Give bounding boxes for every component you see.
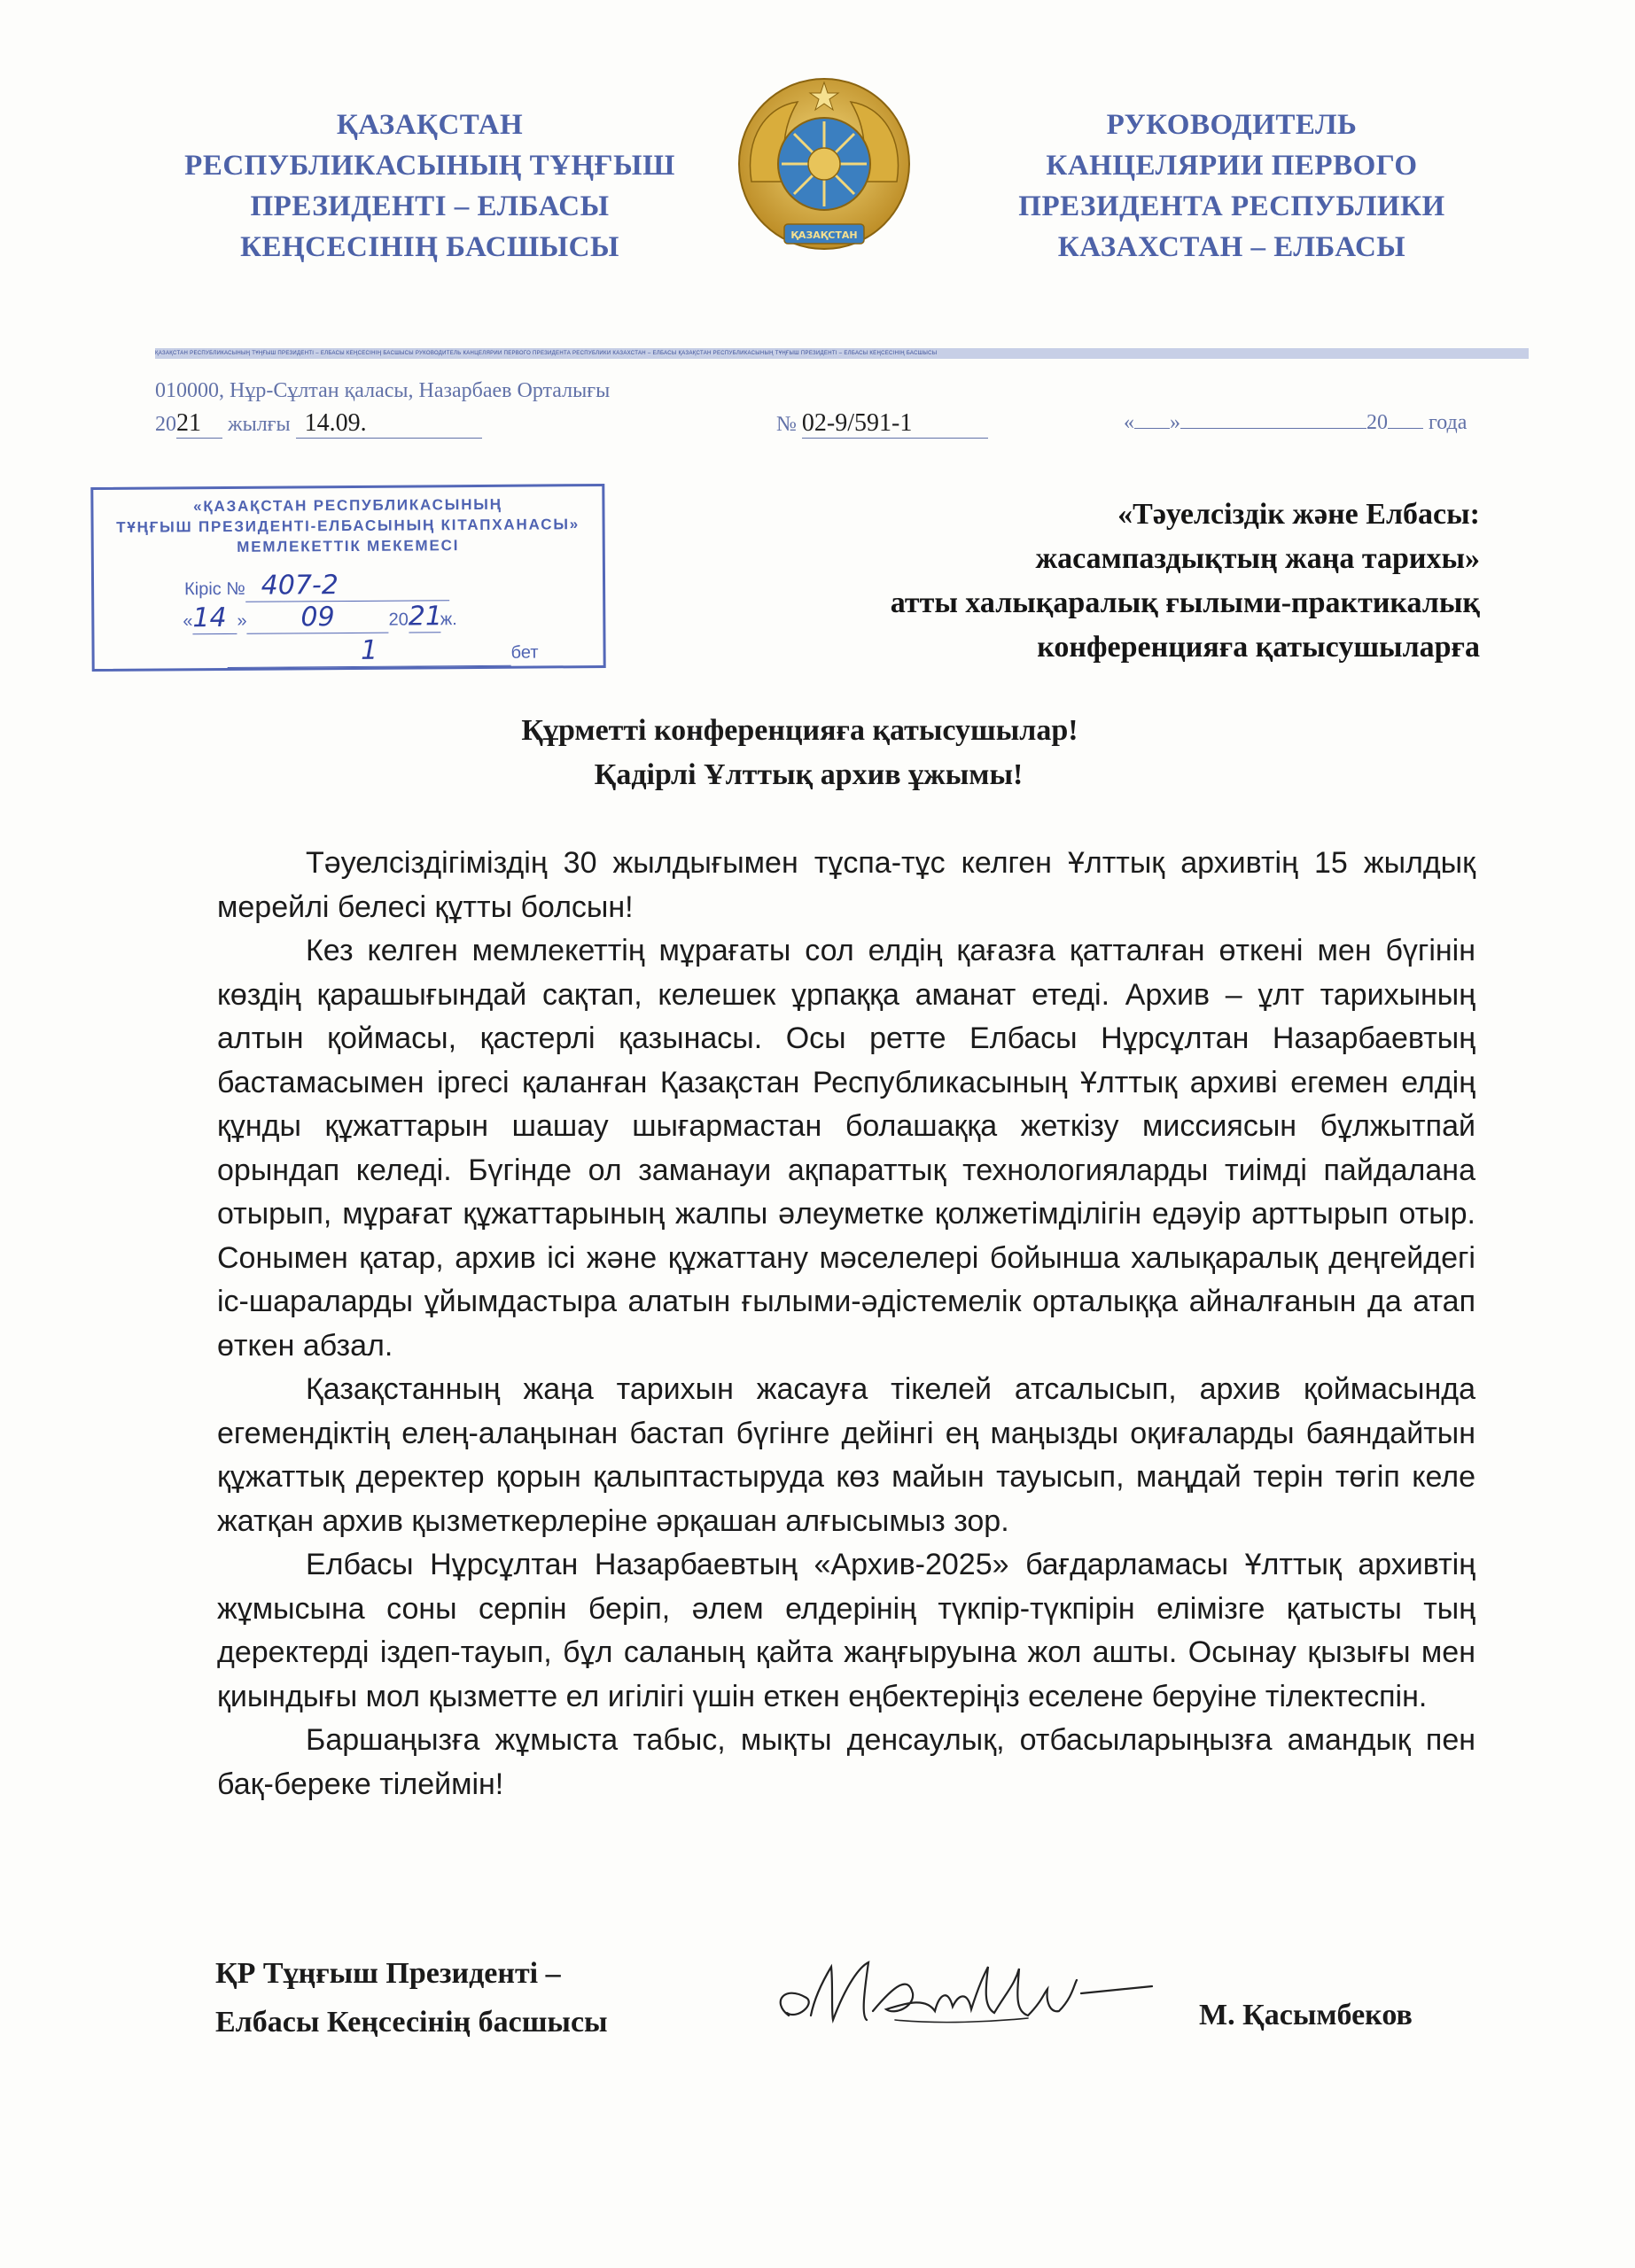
sender-title-russian	[984, 105, 1480, 268]
incoming-stamp	[90, 484, 605, 672]
addressee-line: атты халықаралық ғылыми-практикалық	[890, 586, 1480, 619]
stamp-date: «14 » 09 2021ж.	[183, 601, 457, 634]
sender-title-line: РУКОВОДИТЕЛЬ	[1106, 109, 1358, 141]
paragraph: Елбасы Нұрсұлтан Назарбаевтың «Архив-2025» бағдарламасы Ұлттық архивтің жұмысына соны серпін беріп, әлем елдерінің түкпір-түкпірін елімізге қатысты тың деректерді іздеп-тауып, бұл саланың қайта жаңғыруына жол ашты. Осынау қызығы мен қиындығы мол қызметте ел игілігі үшін еткен еңбектеріңіз еселене беруіне тілектеспін.	[217, 1548, 1475, 1713]
sender-title-line: ҚАЗАҚСТАН	[336, 109, 524, 141]
russian-date-line	[1124, 411, 1467, 435]
sender-title-line: КАНЦЕЛЯРИИ ПЕРВОГО	[1046, 150, 1418, 182]
sender-title-line: КЕҢСЕСІНІҢ БАСШЫСЫ	[240, 231, 619, 263]
stamp-month: 09	[300, 602, 335, 633]
ru-date-open-quote: «	[1124, 411, 1134, 434]
signatory-name: М. Қасымбеков	[1199, 1999, 1413, 2031]
stamp-incoming-label: Кіріс №	[184, 579, 245, 600]
number-value: 02-9/591-1	[801, 409, 913, 437]
stamp-line: «ҚАЗАҚСТАН РЕСПУБЛИКАСЫНЫҢ	[193, 495, 502, 516]
letterhead-rule	[155, 347, 1529, 360]
emblem-ribbon-text: ҚАЗАҚСТАН	[790, 229, 858, 241]
ru-date-close-quote: »	[1170, 411, 1180, 434]
stamp-incoming-number	[184, 569, 449, 602]
sender-title-line: РЕСПУБЛИКАСЫНЫҢ ТҰҢҒЫШ	[184, 150, 675, 182]
outgoing-number	[776, 409, 988, 439]
signatory-title-line: ҚР Тұңғыш Президенті –	[215, 1957, 561, 1990]
addressee-line: конференцияға қатысушыларға	[1037, 631, 1480, 664]
greeting-line: Қадірлі Ұлттық архив ұжымы!	[594, 758, 1024, 791]
signatory-title-line: Елбасы Кеңсесінің басшысы	[215, 2006, 608, 2039]
paragraph: Тәуелсіздігіміздің 30 жылдығымен тұспа-тұс келген Ұлттық архивтің 15 жылдық мерейлі белесі құтты болсын!	[217, 846, 1475, 924]
date-day-month: 14.09.	[304, 409, 367, 437]
letter-body	[217, 842, 1475, 1806]
stamp-day: 14	[192, 602, 227, 634]
stamp-year-suffix: ж.	[440, 610, 457, 630]
paragraph: Баршаңызға жұмыста табыс, мықты денсаулық, отбасыларыңызға амандық пен бақ-береке тілеймін!	[217, 1723, 1475, 1801]
sender-title-line: КАЗАХСТАН – ЕЛБАСЫ	[1057, 231, 1406, 263]
stamp-pages	[227, 634, 538, 668]
ru-year-suffix: года	[1423, 411, 1468, 434]
stamp-pages-value: 1	[360, 634, 378, 666]
stamp-incoming-value: 407-2	[261, 570, 339, 602]
greeting-line: Құрметті конференцияға қатысушылар!	[521, 714, 1078, 747]
sender-title-line: ПРЕЗИДЕНТА РЕСПУБЛИКИ	[1018, 190, 1445, 222]
signatory-title	[215, 1949, 608, 2047]
addressee-line: жасампаздықтың жаңа тарихы»	[1035, 542, 1480, 575]
sender-address: 010000, Нұр-Сұлтан қаласы, Назарбаев Орталығы	[155, 379, 611, 402]
greeting	[0, 709, 1635, 797]
stamp-year-prefix: 20	[388, 610, 409, 630]
paragraph: Қазақстанның жаңа тарихын жасауға тікелей атсалысып, архив қоймасында егемендіктің елең-алаңынан бастап бүгінге дейінгі ең маңызды оқиғаларды баяндайтын құжаттық деректер қорын қалыптастыруда көз майын тауысып, маңдай терін төгіп келе жатқан архив қызметкерлеріне әрқашан алғысымыз зор.	[217, 1372, 1475, 1538]
date-prefix: 20	[155, 413, 176, 436]
paragraph: Кез келген мемлекеттің мұрағаты сол елдің қағазға қатталған өткені мен бүгінін көздің қарашығындай сақтап, келешек ұрпаққа аманат етеді. Архив – ұлт тарихының алтын қоймасы, қастерлі қазынасы. Осы ретте Елбасы Нұрсұлтан Назарбаевтың бастамасымен іргесі қаланған Қазақстан Республикасының Ұлттық архиві егемен елдің құнды құжаттарын шашау шығармастан болашаққа жеткізу миссиясын бұлжытпай орындап келеді. Бүгінде ол заманауи ақпараттық технологияларды тиімді пайдалана отырып, мұрағат құжаттарының жалпы әлеуметке қолжетімділігін едәуір арттырып отыр. Сонымен қатар, архив ісі және құжаттану мәселелері бойынша халықаралық деңгейдегі іс-шараларды ұйымдастыра алатын ғылыми-әдістемелік орталыққа айналғанын да атап өткен абзал.	[217, 934, 1475, 1363]
stamp-line: МЕМЛЕКЕТТІК МЕКЕМЕСІ	[237, 537, 460, 555]
outgoing-date	[155, 409, 482, 439]
addressee-line: «Тәуелсіздік және Елбасы:	[1117, 498, 1480, 531]
stamp-line: ТҰҢҒЫШ ПРЕЗИДЕНТІ-ЕЛБАСЫНЫҢ КІТАПХАНАСЫ»	[116, 516, 580, 536]
date-year-suffix: жылғы	[222, 413, 296, 436]
stamp-pages-label: бет	[510, 642, 539, 663]
ru-year-prefix: 20	[1366, 411, 1388, 434]
stamp-year: 21	[408, 601, 443, 633]
sender-title-line: ПРЕЗИДЕНТІ – ЕЛБАСЫ	[250, 190, 610, 222]
rule-microtext: ҚАЗАҚСТАН РЕСПУБЛИКАСЫНЫҢ ТҰҢҒЫШ ПРЕЗИДЕНТІ – ЕЛБАСЫ КЕҢСЕСІНІҢ БАСШЫСЫ РУКОВОДИТЕЛЬ КАНЦЕЛЯРИИ ПЕРВОГО ПРЕЗИДЕНТА РЕСПУБЛИКИ КАЗАХСТАН – ЕЛБАСЫ ҚАЗАҚСТАН РЕСПУБЛИКАСЫНЫҢ ТҰҢҒЫШ ПРЕЗИДЕНТІ – ЕЛБАСЫ КЕҢСЕСІНІҢ БАСШЫСЫ	[155, 348, 1529, 359]
handwritten-signature	[762, 1931, 1179, 2064]
date-year: 21	[176, 409, 201, 437]
state-emblem-icon	[736, 75, 913, 266]
sender-title-kazakh	[142, 105, 718, 268]
number-prefix: №	[776, 413, 802, 436]
addressee-block	[891, 493, 1480, 670]
